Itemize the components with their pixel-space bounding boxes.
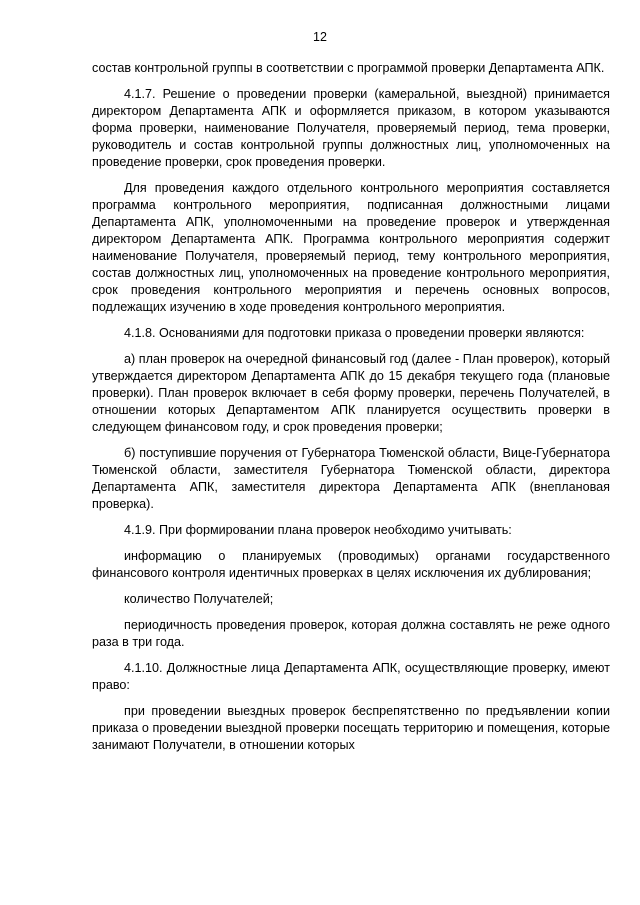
paragraph-item-b: б) поступившие поручения от Губернатора Тюменской области, Вице-Губернатора Тюменской области, заместителя Губернатора Тюменской области, директора Департамента АПК, заместителя директора Департамента АПК (внеплановая проверка). xyxy=(92,446,610,511)
page-number: 12 xyxy=(313,30,327,44)
paragraph-4-1-7: 4.1.7. Решение о проведении проверки (камеральной, выездной) принимается директором Департамента АПК и оформляется приказом, в котором указываются форма проверки, наименование Получателя, проверяемый период, тема проверки, руководитель и состав контрольной группы должностных лиц, уполномоченных на проведение проверки, срок проведения проверки. xyxy=(92,87,610,169)
paragraph-continuation: состав контрольной группы в соответствии с программой проверки Департамента АПК. xyxy=(92,61,605,75)
paragraph-periodicity: периодичность проведения проверок, которая должна составлять не реже одного раза в три года. xyxy=(92,618,610,649)
paragraph-count: количество Получателей; xyxy=(124,592,274,606)
paragraph-item-a: а) план проверок на очередной финансовый год (далее - План проверок), который утверждается директором Департамента АПК до 15 декабря текущего года (плановые проверки). План проверок включает в себя форму проверки, перечень Получателей, в отношении которых Департаментом АПК планируется осуществить проверки в следующем финансовом году, и срок проведения проверки; xyxy=(92,352,610,434)
document-body xyxy=(92,60,610,763)
paragraph-4-1-9: 4.1.9. При формировании плана проверок необходимо учитывать: xyxy=(124,523,512,537)
paragraph-rights: при проведении выездных проверок беспрепятственно по предъявлении копии приказа о проведении выездной проверки посещать территорию и помещения, которые занимают Получатели, в отношении которых xyxy=(92,704,610,752)
paragraph-info: информацию о планируемых (проводимых) органами государственного финансового контроля идентичных проверках в целях исключения их дублирования; xyxy=(92,549,610,580)
paragraph-4-1-10: 4.1.10. Должностные лица Департамента АПК, осуществляющие проверку, имеют право: xyxy=(92,661,610,692)
paragraph-4-1-8: 4.1.8. Основаниями для подготовки приказа о проведении проверки являются: xyxy=(124,326,585,340)
paragraph-program: Для проведения каждого отдельного контрольного мероприятия составляется программа контрольного мероприятия, подписанная должностными лицами Департамента АПК, уполномоченными на проведение проверок и утвержденная директором Департамента АПК. Программа контрольного мероприятия содержит наименование Получателя, проверяемый период, тему контрольного мероприятия, состав должностных лиц, уполномоченных на проведение контрольного мероприятия, срок проведения контрольного мероприятия и перечень основных вопросов, подлежащих изучению в ходе проведения контрольного мероприятия. xyxy=(92,181,610,314)
